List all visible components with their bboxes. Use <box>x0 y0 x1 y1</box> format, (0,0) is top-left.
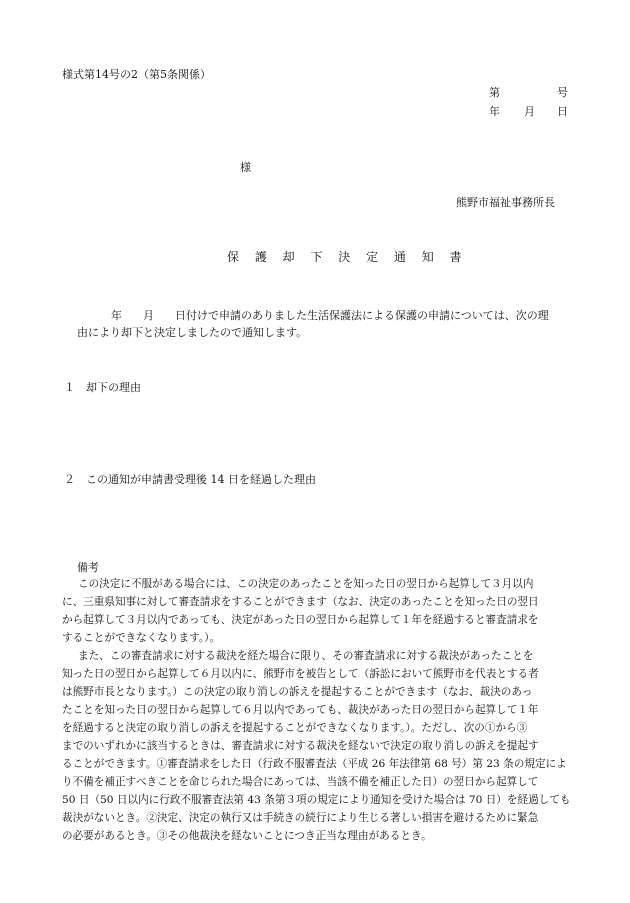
remarks-p2-line: り不備を補正すべきことを命じられた場合にあっては、当該不備を補正した日）の翌日から起算して <box>62 776 539 788</box>
remarks-p2-line: までのいずれかに該当するときは、審査請求に対する裁決を経ないで決定の取り消しの訴えを提起す <box>62 740 539 752</box>
remarks-p2-line: は熊野市長となります。）この決定の取り消しの訴えを提起することができます（なお、裁決のあっ <box>62 686 533 698</box>
date-day: 日 <box>557 105 568 118</box>
remarks-p1-line: することができなくなります。）。 <box>62 632 221 644</box>
body-line-2: 由により却下と決定しましたので通知します。 <box>77 326 308 339</box>
remarks-heading: 備考 <box>77 561 99 574</box>
remarks-p1-line: に、三重県知事に対して審査請求をすることができます（なお、決定のあったことを知った日の翌日 <box>62 596 539 608</box>
sender-name: 熊野市福祉事務所長 <box>456 196 555 209</box>
remarks-p2-line: を経過すると決定の取り消しの訴えを提起することができなくなります。）。ただし、次の①から③ <box>62 722 528 734</box>
remarks-p2-line: たことを知った日の翌日から起算して６月以内であっても、裁決があった日の翌日から起算して１年 <box>62 704 539 716</box>
remarks-p2-line: 裁決がないとき。②決定、決定の執行又は手続きの続行により生じる著しい損害を避けるために緊急 <box>62 812 539 824</box>
date-year: 年 <box>489 105 500 118</box>
date-month: 月 <box>524 105 535 118</box>
document-number-suffix: 号 <box>557 86 568 99</box>
remarks-p2-line: の必要があるとき。③その他裁決を経ないことにつき正当な理由があるとき。 <box>62 830 432 842</box>
addressee-suffix: 様 <box>240 161 251 174</box>
remarks-p2-line: ることができます。①審査請求をした日（行政不服審査法（平成 26 年法律第 68 号）第 23 条の規定によ <box>62 758 567 770</box>
form-number: 様式第14号の2（第5条関係） <box>62 68 211 81</box>
body-date-month: 月 <box>143 309 154 322</box>
remarks-paragraph-1 <box>62 575 572 647</box>
body-date-year: 年 <box>111 309 122 322</box>
remarks-p2-line: 知った日の翌日から起算して６月以内に、熊野市を被告として（訴訟において熊野市を代表とする者 <box>62 668 539 680</box>
document-number-prefix: 第 <box>489 86 500 99</box>
remarks-p1-line: この決定に不服がある場合には、この決定のあったことを知った日の翌日から起算して３月以内 <box>78 578 534 590</box>
remarks-p2-line: 50 日（50 日以内に行政不服審査法第 43 条第３項の規定により通知を受けた場合は 70 日）を経過しても <box>62 794 571 806</box>
remarks-p1-line: から起算して３月以内であっても、決定があった日の翌日から起算して１年を経過すると審査請求を <box>62 614 539 626</box>
body-line-1: 日付けで申請のありました生活保護法による保護の申請については、次の理 <box>175 309 549 322</box>
section-delay-reason: ２ この通知が申請書受理後 14 日を経過した理由 <box>64 473 316 486</box>
remarks-p2-line: また、この審査請求に対する裁決を経た場合に限り、その審査請求に対する裁決があったことを <box>78 650 534 662</box>
remarks-paragraph-2 <box>62 647 572 845</box>
document-title: 保 護 却 下 決 定 通 知 書 <box>227 250 468 264</box>
section-rejection-reason: １ 却下の理由 <box>64 381 141 394</box>
